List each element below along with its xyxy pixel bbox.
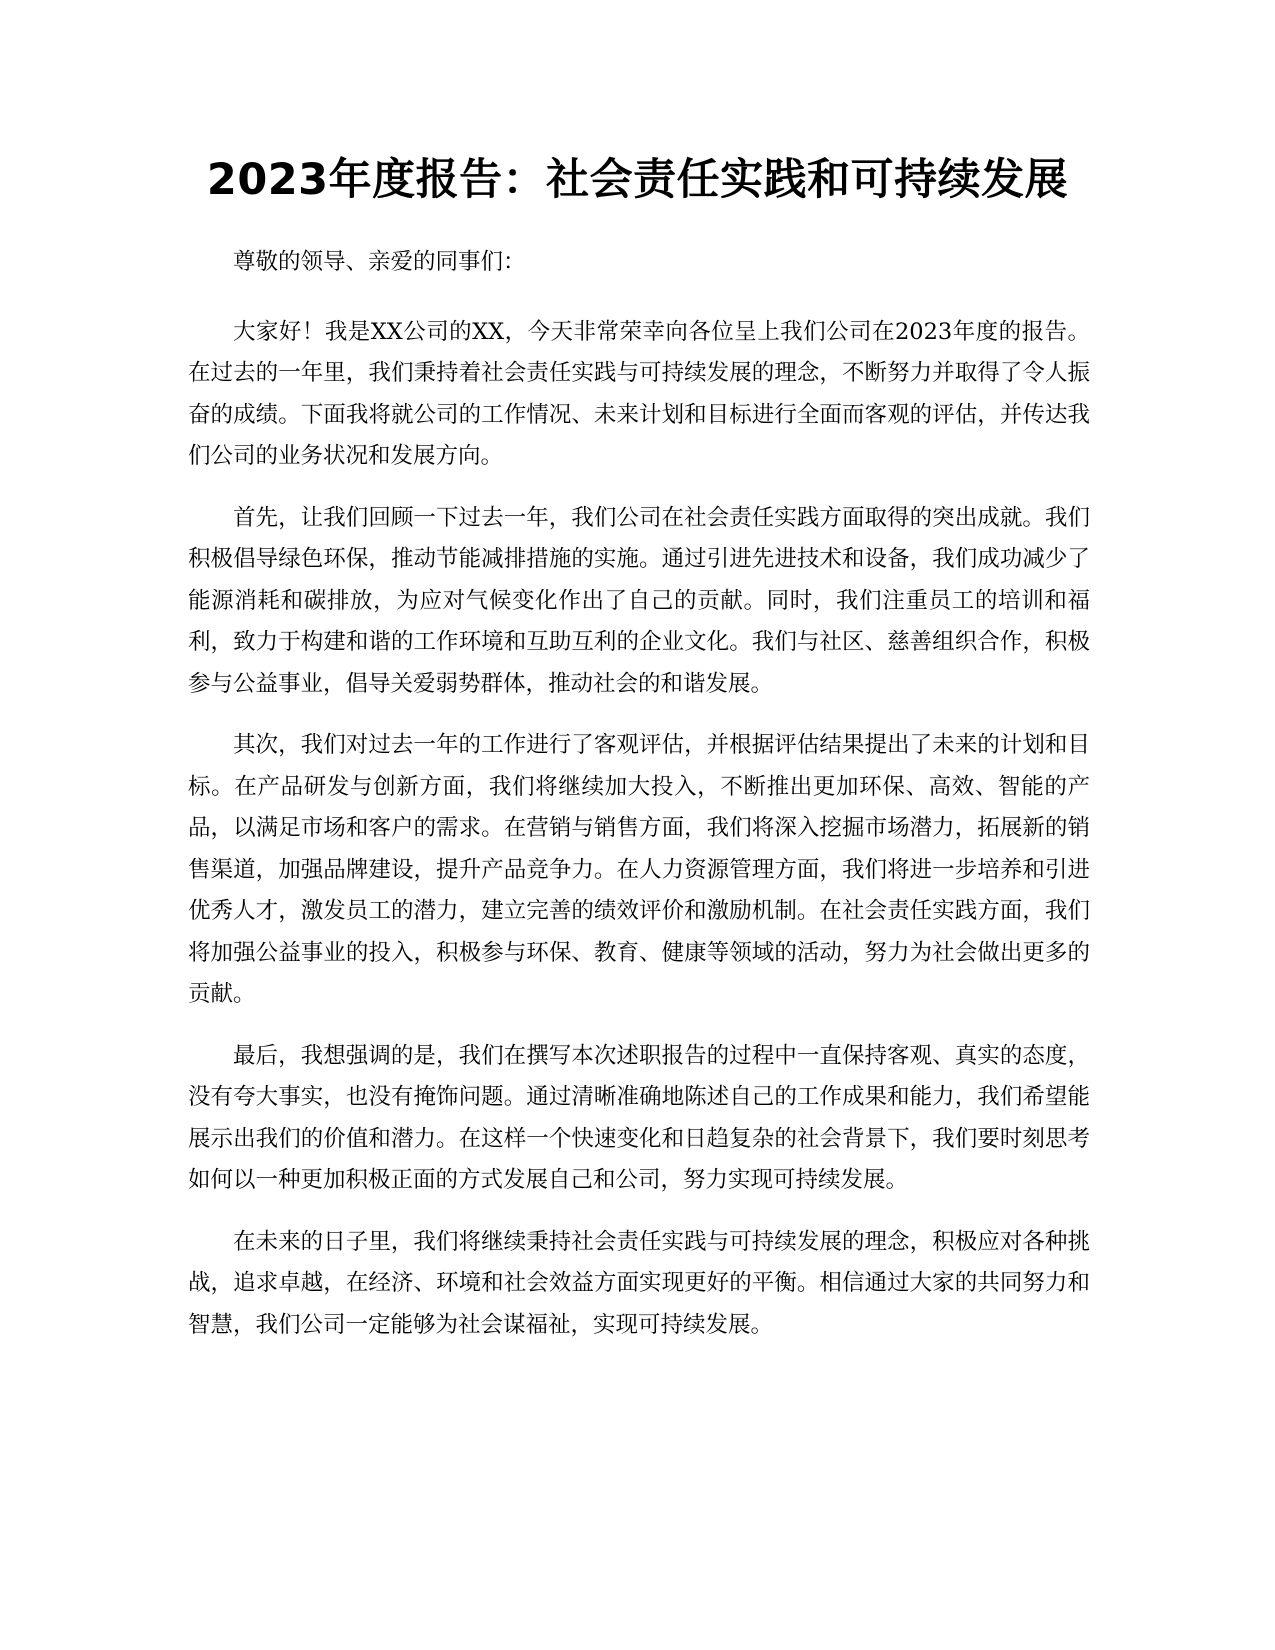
paragraph-plans: 其次，我们对过去一年的工作进行了客观评估，并根据评估结果提出了未来的计划和目标。在产品研发与创新方面，我们将继续加大投入，不断推出更加环保、高效、智能的产品，以满足市场和客户的需求。在营销与销售方面，我们将深入挖掘市场潜力，拓展新的销售渠道，加强品牌建设，提升产品竞争力。在人力资源管理方面，我们将进一步培养和引进优秀人才，激发员工的潜力，建立完善的绩效评价和激励机制。在社会责任实践方面，我们将加强公益事业的投入，积极参与环保、教育、健康等领域的活动，努力为社会做出更多的贡献。: [188, 732, 1090, 1007]
paragraph-intro: 大家好！我是XX公司的XX，今天非常荣幸向各位呈上我们公司在2023年度的报告。在过去的一年里，我们秉持着社会责任实践与可持续发展的理念，不断努力并取得了令人振奋的成绩。下面我将就公司的工作情况、未来计划和目标进行全面而客观的评估，并传达我们公司的业务状况和发展方向。: [188, 318, 1090, 469]
document-title: 2023年度报告：社会责任实践和可持续发展: [206, 155, 1069, 205]
paragraph-emphasis: 最后，我想强调的是，我们在撰写本次述职报告的过程中一直保持客观、真实的态度，没有夸大事实，也没有掩饰问题。通过清晰准确地陈述自己的工作成果和能力，我们希望能展示出我们的价值和潜力。在这样一个快速变化和日趋复杂的社会背景下，我们要时刻思考如何以一种更加积极正面的方式发展自己和公司，努力实现可持续发展。: [188, 1042, 1090, 1193]
document-body: [188, 242, 1090, 1366]
salutation: 尊敬的领导、亲爱的同事们：: [233, 249, 526, 275]
paragraph-achievements: 首先，让我们回顾一下过去一年，我们公司在社会责任实践方面取得的突出成就。我们积极倡导绿色环保，推动节能减排措施的实施。通过引进先进技术和设备，我们成功减少了能源消耗和碳排放，为应对气候变化作出了自己的贡献。同时，我们注重员工的培训和福利，致力于构建和谐的工作环境和互助互利的企业文化。我们与社区、慈善组织合作，积极参与公益事业，倡导关爱弱势群体，推动社会的和谐发展。: [188, 504, 1090, 697]
paragraph-closing: 在未来的日子里，我们将继续秉持社会责任实践与可持续发展的理念，积极应对各种挑战，追求卓越，在经济、环境和社会效益方面实现更好的平衡。相信通过大家的共同努力和智慧，我们公司一定能够为社会谋福祉，实现可持续发展。: [188, 1228, 1090, 1338]
